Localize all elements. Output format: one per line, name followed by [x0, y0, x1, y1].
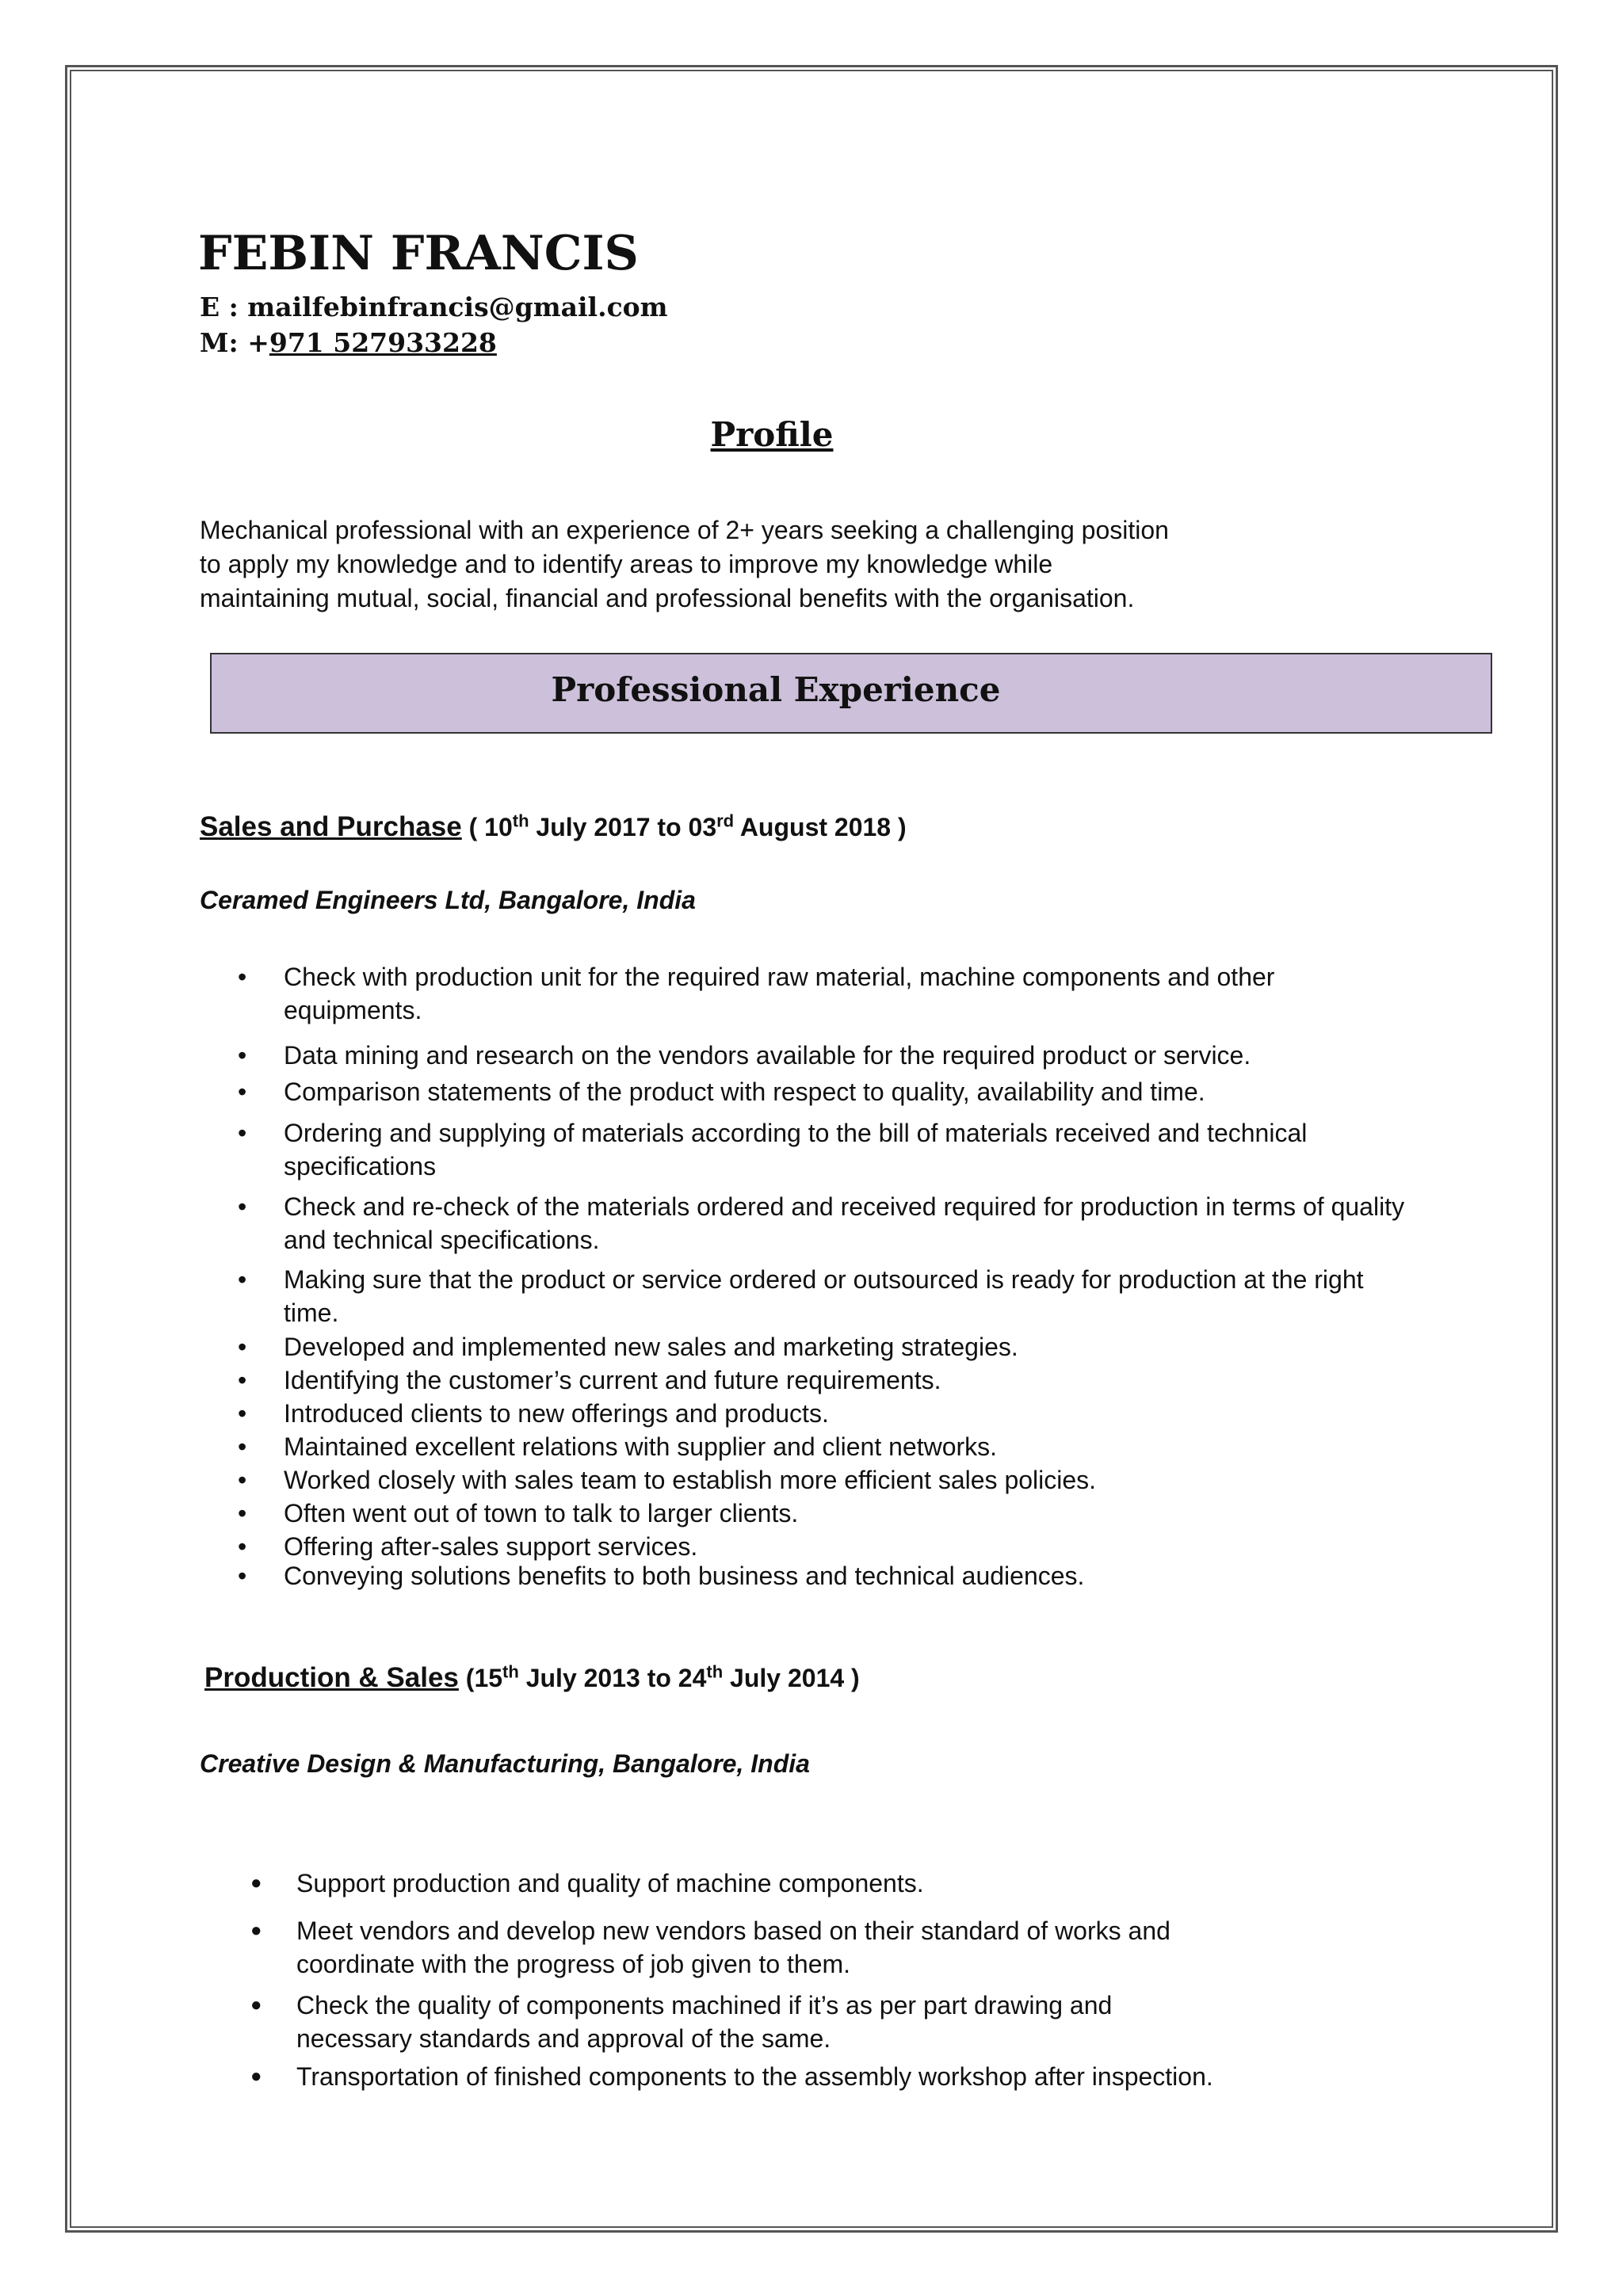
list-item: • Conveying solutions benefits to both business and technical audiences.: [238, 1559, 1084, 1592]
list-item: ● Transportation of finished components to the assembly workshop after inspection.: [250, 2060, 1213, 2093]
phone-number[interactable]: 971 527933228: [269, 327, 497, 358]
job-role: Production & Sales: [204, 1662, 459, 1693]
list-item: • Comparison statements of the product with respect to quality, availability and time.: [238, 1075, 1205, 1108]
profile-line: maintaining mutual, social, financial and professional benefits with the organisation.: [200, 584, 1135, 612]
list-item: ● Check the quality of components machined if it’s as per part drawing and necessary standards and approval of the same.: [250, 1989, 1232, 2055]
list-item: • Identifying the customer’s current and future requirements.: [238, 1363, 941, 1397]
list-item: • Maintained excellent relations with supplier and client networks.: [238, 1430, 997, 1463]
phone-line: [200, 327, 497, 358]
experience-heading: Professional Experience: [551, 670, 1001, 709]
job-dates: (15th July 2013 to 24th July 2014 ): [458, 1661, 860, 1692]
job-dates: ( 10th July 2017 to 03rd August 2018 ): [461, 810, 907, 841]
list-item: • Often went out of town to talk to larger clients.: [238, 1497, 798, 1530]
list-item: • Developed and implemented new sales and marketing strategies.: [238, 1330, 1018, 1363]
phone-prefix: M: +: [200, 327, 269, 358]
job-title-2: [204, 1662, 860, 1694]
list-item: • Introduced clients to new offerings and products.: [238, 1397, 829, 1430]
profile-line: Mechanical professional with an experience of 2+ years seeking a challenging position: [200, 516, 1169, 544]
list-item: • Worked closely with sales team to establish more efficient sales policies.: [238, 1463, 1096, 1497]
list-item: • Making sure that the product or service ordered or outsourced is ready for production at the right time.: [238, 1263, 1409, 1329]
list-item: ● Support production and quality of machine components.: [250, 1867, 924, 1900]
list-item: ● Meet vendors and develop new vendors based on their standard of works and coordinate with the progress of job given to them.: [250, 1914, 1271, 1981]
list-item: • Check and re-check of the materials ordered and received required for production in terms of quality and technical specifications.: [238, 1190, 1441, 1257]
email-line: E : mailfebinfrancis@gmail.com: [200, 292, 668, 322]
profile-line: to apply my knowledge and to identify areas to improve my knowledge while: [200, 550, 1053, 578]
list-item: • Offering after-sales support services.: [238, 1530, 697, 1563]
profile-heading: Profile: [710, 415, 834, 454]
profile-text: [200, 513, 1169, 616]
company-1: Ceramed Engineers Ltd, Bangalore, India: [200, 886, 696, 914]
list-item: • Check with production unit for the required raw material, machine components and other equipments.: [238, 960, 1401, 1027]
candidate-name: FEBIN FRANCIS: [198, 226, 639, 281]
experience-banner: [210, 653, 1492, 734]
company-2: Creative Design & Manufacturing, Bangalore, India: [200, 1749, 810, 1778]
list-item: • Ordering and supplying of materials according to the bill of materials received and technical specifications: [238, 1116, 1338, 1183]
job-title-1: [200, 811, 907, 843]
job-role: Sales and Purchase: [200, 811, 462, 842]
list-item: • Data mining and research on the vendors available for the required product or service.: [238, 1039, 1251, 1072]
